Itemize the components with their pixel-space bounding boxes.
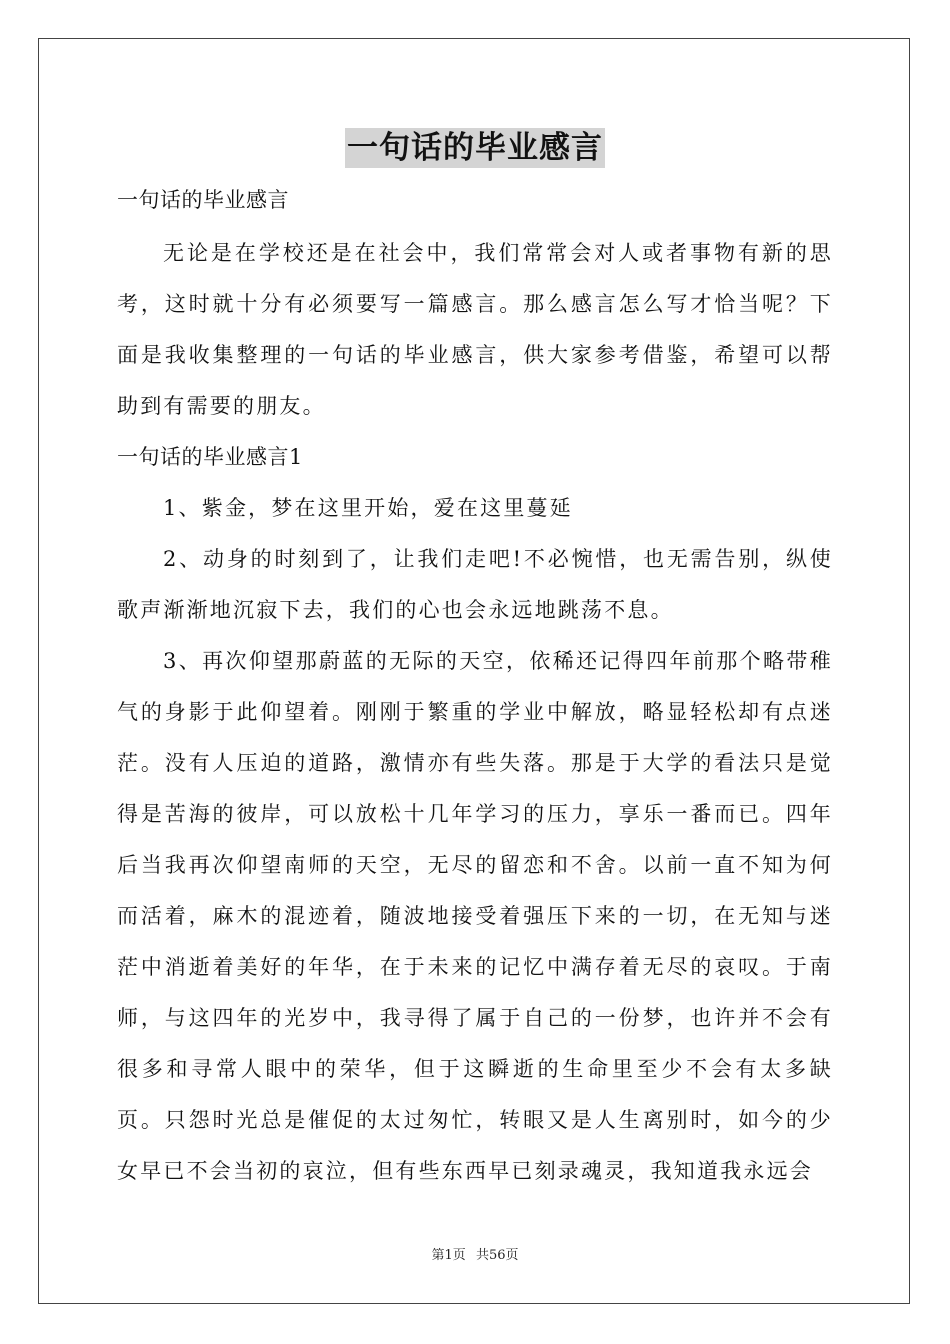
document-subtitle: 一句话的毕业感言 — [117, 188, 289, 212]
document-body — [117, 178, 833, 1197]
list-item: 2、动身的时刻到了，让我们走吧!不必惋惜，也无需告别，纵使歌声渐渐地沉寂下去，我们的心也会永远地跳荡不息。 — [117, 547, 833, 622]
list-item: 1、紫金，梦在这里开始，爱在这里蔓延 — [163, 496, 573, 520]
document-title: 一句话的毕业感言 — [347, 130, 603, 166]
page-number: 第1页 — [431, 1248, 466, 1263]
intro-paragraph: 无论是在学校还是在社会中，我们常常会对人或者事物有新的思考，这时就十分有必须要写一篇感言。那么感言怎么写才恰当呢？下面是我收集整理的一句话的毕业感言，供大家参考借鉴，希望可以帮助到有需要的朋友。 — [117, 241, 833, 418]
list-item: 3、再次仰望那蔚蓝的无际的天空，依稀还记得四年前那个略带稚气的身影于此仰望着。刚刚于繁重的学业中解放，略显轻松却有点迷茫。没有人压迫的道路，激情亦有些失落。那是于大学的看法只是觉得是苦海的彼岸，可以放松十几年学习的压力，享乐一番而已。四年后当我再次仰望南师的天空，无尽的留恋和不舍。以前一直不知为何而活着，麻木的混迹着，随波地接受着强压下来的一切，在无知与迷茫中消逝着美好的年华，在于未来的记忆中满存着无尽的哀叹。于南师，与这四年的光岁中，我寻得了属于自己的一份梦，也许并不会有很多和寻常人眼中的荣华，但于这瞬逝的生命里至少不会有太多缺页。只怨时光总是催促的太过匆忙，转眼又是人生离别时，如今的少女早已不会当初的哀泣，但有些东西早已刻录魂灵，我知道我永远会 — [117, 649, 833, 1183]
page-total: 共56页 — [475, 1248, 519, 1263]
section-heading: 一句话的毕业感言1 — [117, 445, 303, 469]
page-footer — [0, 1244, 950, 1263]
title-wrap — [0, 128, 950, 168]
